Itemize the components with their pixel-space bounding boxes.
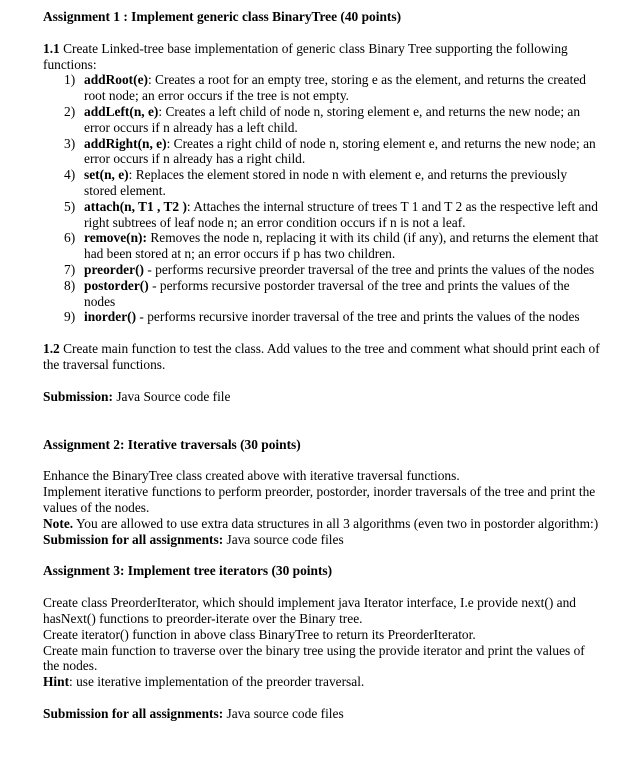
section-1-1-number: 1.1 [43, 40, 60, 56]
item-number: 3) [64, 135, 76, 151]
submission-text: Java source code files [223, 531, 344, 547]
function-item [43, 278, 603, 310]
assignment-3-hint [43, 674, 603, 690]
function-name: preorder() [84, 261, 144, 277]
assignment-3-paragraph-3: Create main function to traverse over the binary tree using the provide iterator and print the values of the nodes. [43, 642, 585, 674]
function-name: set(n, e) [84, 167, 129, 183]
function-description: : Creates a right child of node n, storing element e, and returns the new node; an error occurs if n already has a right child. [84, 135, 596, 167]
note-label: Note. [43, 515, 74, 531]
assignment-1-title: Assignment 1 : Implement generic class BinaryTree (40 points) [43, 9, 402, 24]
function-description: : Attaches the internal structure of trees T 1 and T 2 as the respective left and right subtrees of leaf node n; an error condition occurs if n is not a leaf. [84, 198, 598, 230]
function-description: - performs recursive preorder traversal of the tree and prints the values of the nodes [143, 261, 595, 277]
function-list [43, 72, 603, 325]
assignment-3-paragraph-1: Create class PreorderIterator, which should implement java Iterator interface, I.e provide next() and hasNext() functions to preorder-iterate over the Binary tree. [43, 595, 577, 626]
assignment-2-note [43, 516, 603, 532]
function-name: remove(n): [84, 230, 147, 246]
assignment-3-paragraph-2: Create iterator() function in above class BinaryTree to return its PreorderIterator. [43, 626, 476, 642]
function-item [43, 199, 603, 231]
assignment-1-submission [43, 389, 603, 405]
function-name: addRight(n, e) [84, 135, 167, 151]
section-1-2 [43, 341, 603, 373]
function-name: addLeft(n, e) [84, 103, 159, 119]
function-item [43, 230, 603, 262]
item-number: 5) [64, 198, 76, 214]
assignment-2-paragraph-1: Enhance the BinaryTree class created above with iterative traversal functions. [43, 468, 460, 484]
function-description: - performs recursive postorder traversal of the tree and prints the values of the nodes [84, 277, 570, 309]
function-description: - performs recursive inorder traversal of the tree and prints the values of the nodes [136, 309, 580, 325]
assignment-2-paragraph-2: Implement iterative functions to perform preorder, postorder, inorder traversals of the tree and print the values of the nodes. [43, 484, 596, 515]
assignment-3-submission [43, 706, 603, 722]
function-item [43, 104, 603, 136]
item-number: 9) [64, 309, 76, 325]
hint-label: Hint [43, 674, 70, 690]
hint-text: : use iterative implementation of the preorder traversal. [69, 674, 365, 690]
function-item [43, 167, 603, 199]
section-1-2-number: 1.2 [43, 341, 60, 357]
item-number: 7) [64, 261, 76, 277]
assignment-2-title: Assignment 2: Iterative traversals (30 points) [43, 436, 301, 452]
item-number: 8) [64, 277, 76, 293]
submission-label: Submission for all assignments: [43, 705, 224, 721]
section-1-2-text: Create main function to test the class. Add values to the tree and comment what should print each of the traversal functions. [43, 341, 600, 372]
section-1-1 [43, 41, 603, 73]
function-description: Removes the node n, replacing it with its child (if any), and returns the element that had been stored at n; an error occurs if p has two children. [84, 230, 599, 262]
section-1-1-text: Create Linked-tree base implementation of generic class Binary Tree supporting the following functions: [43, 40, 568, 72]
submission-text: Java Source code file [112, 388, 231, 404]
submission-text: Java source code files [223, 705, 344, 721]
function-item [43, 262, 603, 278]
function-description: : Creates a root for an empty tree, storing e as the element, and returns the created root node; an error occurs if the tree is not empty. [84, 72, 586, 104]
assignment-2-submission [43, 532, 603, 548]
assignment-3-title: Assignment 3: Implement tree iterators (30 points) [43, 563, 333, 579]
function-item [43, 72, 603, 104]
function-name: inorder() [84, 309, 137, 325]
submission-label: Submission for all assignments: [43, 531, 224, 547]
function-name: postorder() [84, 277, 149, 293]
function-name: attach(n, T1 , T2 ) [84, 198, 187, 214]
note-text: You are allowed to use extra data structures in all 3 algorithms (even two in postorder algorithm:) [73, 515, 599, 531]
item-number: 6) [64, 230, 76, 246]
function-description: : Replaces the element stored in node n with element e, and returns the previously stored element. [84, 167, 568, 198]
item-number: 4) [64, 167, 76, 183]
item-number: 2) [64, 103, 76, 119]
function-name: addRoot(e) [84, 72, 148, 88]
function-item [43, 309, 603, 325]
submission-label: Submission: [43, 388, 113, 404]
item-number: 1) [64, 72, 76, 88]
document [43, 9, 603, 722]
function-item [43, 136, 603, 168]
function-description: : Creates a left child of node n, storing element e, and returns the new node; an error occurs if n already has a left child. [84, 103, 581, 135]
